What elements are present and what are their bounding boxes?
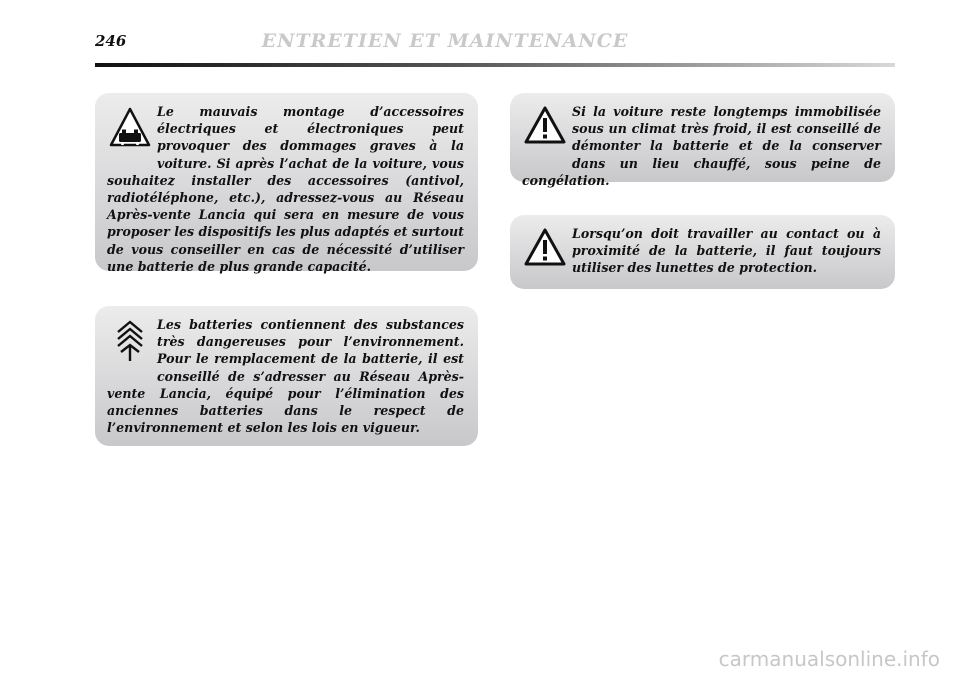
car-battery-warning-icon — [107, 105, 153, 157]
notice-environment-text: Les batteries contiennent des substances très dangereuses pour l’environnement. Pour le remplacement de la batterie, il est conseillé de s’adresser au Réseau Après-vente Lancia, équipé pour l’élimination des anciennes batteries dans le respect de l’environnement et selon les lois en vigueur. — [107, 317, 464, 436]
warning-triangle-icon — [522, 105, 568, 157]
notice-goggles — [510, 215, 895, 289]
warning-triangle-icon — [522, 227, 568, 279]
notice-accessories — [95, 93, 478, 274]
notice-environment — [95, 306, 478, 446]
page-number: 246 — [95, 32, 127, 50]
section-title: ENTRETIEN ET MAINTENANCE — [261, 30, 629, 52]
notice-accessories-text: Le mauvais montage d’accessoires électriques et électroniques peut provoquer des dommages graves à la voiture. Si après l’achat de la voiture, vous souhaitez installer des accessoires (antivol, radiotéléphone, etc.), adressez-vous au Réseau Après-vente Lancia qui sera en mesure de vous proposer les dispositifs les plus adaptés et surtout de vous conseiller en cas de nécessité d’utiliser une batterie de plus grande capacité. — [107, 104, 464, 274]
header-rule — [95, 63, 895, 67]
notice-cold-climate-text: Si la voiture reste longtemps immobilisée sous un climat très froid, il est conseillé de démonter la batterie et de la conserver dans un lieu chauffé, sous peine de congélation. — [522, 104, 881, 188]
notice-cold-climate — [510, 93, 895, 188]
watermark: carmanualsonline.info — [718, 647, 940, 671]
environment-chevrons-icon — [107, 318, 153, 370]
notice-goggles-text: Lorsqu’on doit travailler au contact ou à proximité de la batterie, il faut toujours utiliser des lunettes de protection. — [572, 226, 881, 276]
